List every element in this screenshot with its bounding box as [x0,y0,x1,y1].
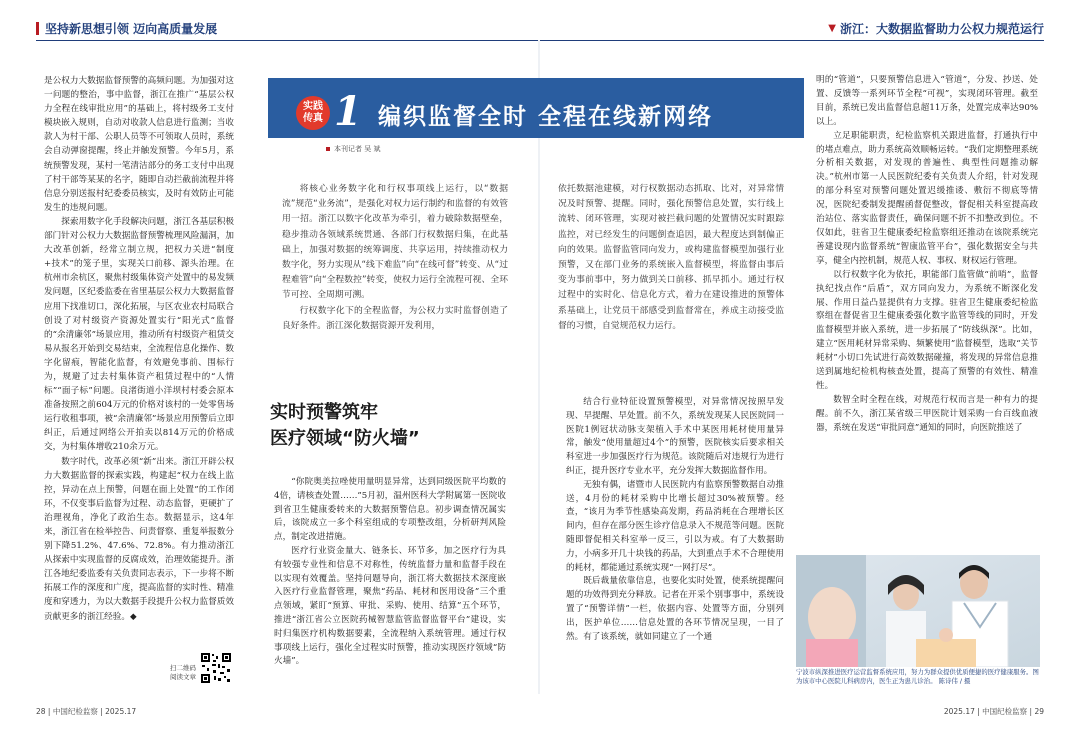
header-accent-bar [36,22,39,35]
title-line: 实时预警筑牢 [270,402,378,423]
paragraph: 数字时代，改革必须“新”出来。浙江开辟公权力大数据监督的探索实践，构建起“权力在线上监控，异动在点上预警，问题在面上处置”的工作闭环，不仅变事后监督为过程、动态监督，更硬扩了治理视角，净化了政治生态。数据显示，这4年来，浙江省在检举控告、问责督察、重复举报数分别下降51.2%、47.6%、72.8%。有力推动浙江从探索中实现监督的反腐成效，治理效能提升。浙江各地纪委监委有关负责同志表示，下一步将不断拓展工作的深度和广度，提高监督的实时性、精准度和穿透力，为以大数据手段提升公权力监督质效贡献更多的浙江经验。◆ [44,456,234,622]
badge-line: 传真 [303,113,323,124]
paragraph: 以行权数字化为依托，职能部门监管做“前哨”，监督执纪找点作“后盾”，双方同向发力，为系统不断深化发展、作用日益凸显提供有力支撑。驻省卫生健康委纪检监察组在督促省卫生健康委强化数字监管等线的同时，开发监督模型并嵌入系统，进一步拓展了“防线纵深”。比如，建立“医用耗材异常采购、频繁使用”监督模型，选取“关节耗材”小切口先试进行高效数据碰撞，将发现的异常信息推送到属地纪检机构核查处置，提高了预警的有效性、精准性。 [816,269,1038,391]
paragraph: 探索用数字化手段解决问题，浙江各基层积极部门针对公权力大数据监督预警梳理风险漏洞，加大改革创新，经常立制立规，把权力关进“制度+技术”的笼子里，实现关口前移、源头治理。在杭州市余杭区，聚焦村级集体资产处置中的易发频发问题，区纪委监委在省里基层公权力大数据监督应用下找准切口，深化拓展，与区农业农村局联合创设了对村级资产资源处置实行“阳光式”监督的“余清廉邻”场景应用，推动所有村级资产租赁交易从报名开始到交易结束，全流程信息化操作、数字化留痕，智能化监督，有效避免事前、围标行为，规避了过去村集体资产租赁过程中的“人情标”“面子标”问题。良渚街道小洋坝村村委会原本准备按照之前604万元的价格对该村的一处零售场运行收租事项，被“余清廉邻”场景应用预警后立即纠正，后通过网络公开拍卖以814万元的价格成交，为村集体增收210余万元。 [44,216,234,453]
lead-column-right [558,182,784,334]
paragraph: 将核心业务数字化和行权事项线上运行，以“数据流”规范“业务流”，是强化对权力运行制约和监督的有效管用一招。浙江以数字化改革为牵引，着力破除数据壁垒，稳步推动各领域系统贯通、各部门行权数据归集，在此基础上，加强对数据的统筹调度、共享运用，持续推动权力数字化，努力实现从“线下难监”向“在线可督”转变、从“过程难管”向“全程数控”转变，使权力运行全流程可视、全环节可控、全周期可溯。 [282,184,508,301]
body-column-b [566,396,784,644]
header-rule [36,40,1044,41]
square-bullet-icon [326,147,330,151]
paragraph: 是公权力大数据监督预警的高频问题。为加强对这一问题的整治，事中监督，浙江在推广“基层公权力全程在线审批应用”的基础上，将村级务工支付模块嵌入规则，自动对收款人信息进行监测；当收款人为村干部、公职人员等不可领取人员时，系统会自动弹窗提醒，终止并触发预警。今年5月，系统预警发现，某村一笔清洁部分的务工支付中出现了村干部等某某的名字，随即自动拦截前流程并将信息分别送报村纪委委员核实，及时有效防止可能发生的违规问题。 [44,76,234,213]
lead-column-left [282,182,508,334]
paragraph: 数智全时全程在线，对规范行权而言是一种有力的提醒。前不久，浙江某省级三甲医院计划采购一台百线血液器，系统在发送“审批同意”通知的同时，向医院推送了 [816,394,1038,433]
article-title-header: 浙江：大数据监督助力公权力规范运行 [839,22,1044,36]
qr-label [160,664,196,682]
running-header-right [828,20,1044,37]
title-line: 医疗领域“防火墙” [270,428,420,449]
right-text-column [816,74,1038,436]
photo-caption: 宁波市纵深推进医疗运营监督系统应用，努力为群众提供优质便捷的医疗健康服务。图为该市中心医院儿科病房内，医生正为患儿诊治。 陈诗伟 / 摄 [796,668,1039,685]
paragraph: 既后裁量依靠信息，也要化实时处置，使系统提醒问题的功效得到充分释放。记者在开采个别事事中，系统设置了“预警详情”一栏，依据内容、处置等方面，分别列出，医护单位……信息处置的各环节情况呈现，一目了然。有了该系统，就如同建立了一个通 [566,576,784,642]
page-gutter [538,40,540,694]
section-title: 编织监督全时 全程在线新网络 [378,104,714,130]
paragraph: “你院奥美拉唑使用量明显异常，达到同级医院平均数的4倍，请核查处置……”5月初，温州医科大学附属第一医院收到省卫生健康委转来的大数据预警信息。初步调查情况属实后，该院成立一多个科室组成的专项整改组，分析研判风险点，制定改进措施。 [274,477,506,543]
left-text-column [44,74,234,624]
body-column-a [274,476,506,669]
qr-code-icon [200,652,232,684]
paragraph: 无独有偶，诸暨市人民医院内有监察预警数据自动推送，4月份的耗材采购中比增长超过30%被预警。经查，“该月为季节性感染高发期，药品消耗在合理增长区间内，但存在部分医生诊疗信息录入不规范等问题。医院随即督促相关科室举一反三，引以为戒。有了大数据助力，小病多开几十块钱的药品，大到重点手术不合理使用的耗材，都能通过系统实现“一网打尽”。 [566,479,784,573]
doctor-child-illustration [796,555,1040,667]
column-title: 坚持新思想引领 迈向高质量发展 [45,22,218,36]
paragraph: 依托数据池建模，对行权数据动态抓取、比对，对异常情况及时预警、提醒。同时，强化预警信息处置，实行线上流转、闭环管理，实现对被拦截问题的处置情况实时跟踪监控，对已经发生的问题倒查追因，最大程度达到制偏正向的效果。监督监管同向发力，或构建监督模型加强行业预警，又在部门业务的系统嵌入监督模型，将监督由事后变为事前事中，努力做到关口前移、抓早抓小。通过行权过程中的实时化、信息化方式，着力在建设推进的预警体系基础上，让党员干部感受到监督常在，养成主动接受监督的习惯，自觉规范权力运行。 [558,184,784,331]
paragraph: 立足职能职责，纪检监察机关跟进监督，打通执行中的堵点难点，助力系统高效顺畅运转。“我们定期整理系统分析相关数据，对发现的普遍性、典型性问题推动解决。”杭州市第一人民医院纪委有关负责人介绍，针对发现的部分科室对预警问题处置迟缓推诿、敷衍不彻底等情况，医院纪委制发提醒函督促整改，督促相关科室提高政治站位、落实监督责任，确保问题不折不扣整改到位。不仅如此，驻省卫生健康委纪检监察组还推动在该院系统完善建设现内监督系统“智康监管平台”，强化数据安全与共享，健全内控机制，规范人权、事权、财权运行管理。 [816,130,1038,266]
page-footer-left: 28 | 中国纪检监察 | 2025.17 [36,707,137,716]
badge-line: 实践 [303,101,323,112]
page-footer-right: 2025.17 | 中国纪检监察 | 29 [943,707,1044,716]
byline [326,144,380,154]
hospital-photo [796,555,1040,667]
qr-code[interactable] [200,652,232,684]
paragraph: 明的“管道”，只要预警信息进入“管道”，分发、抄送、处置、反馈等一系列环节全程“可视”，实现闭环管理。截至目前，系统已发出监督信息超11万条，处置完成率达90%以上。 [816,75,1038,127]
subsection-title [270,400,420,452]
running-header-left [36,20,217,37]
triangle-down-icon: ▼ [828,23,836,34]
section-number: 1 [334,88,362,135]
paragraph: 医疗行业资金量大、链条长、环节多，加之医疗行为具有较强专业性和信息不对称性，传统监督力量和监督手段在以实现有效覆盖。坚持问题导向，浙江将大数据技术深度嵌入医疗行业监督管理，聚焦“药品、耗材和医用设备”三个重点领域，紧盯“预算、审批、采购、使用、结算”五个环节，推进“浙江省公立医院药械智慧监管监督监督平台”建设，实时归集医疗机构数据要素，全流程纳入系统管理。通过行权事项线上运行，强化全过程实时预警，推动实现医疗领域“防火墙”。 [274,545,506,667]
practice-badge [296,96,330,130]
qr-label-line: 阅读文章 [170,673,196,681]
qr-label-line: 扫二维码 [170,664,196,672]
paragraph: 结合行业特征设置预警模型，对异常情况按照早发现、早提醒、早处置。前不久，系统发现某人民医院同一医院1例冠状动脉支架植入手术中某医用耗材使用量异常，触发“使用量超过4个”的预警，医院核实后要求相关科室进一步加强医疗行为规范。该院随后对违规行为进行纠正，提升医疗专业水平，充分发挥大数据监督作用。 [566,397,784,476]
paragraph: 行权数字化下的全程监督，为公权力实时监督创造了良好条件。浙江深化数据资源开发利用， [282,305,508,331]
byline-text: 本刊记者 吴 斌 [334,145,381,153]
